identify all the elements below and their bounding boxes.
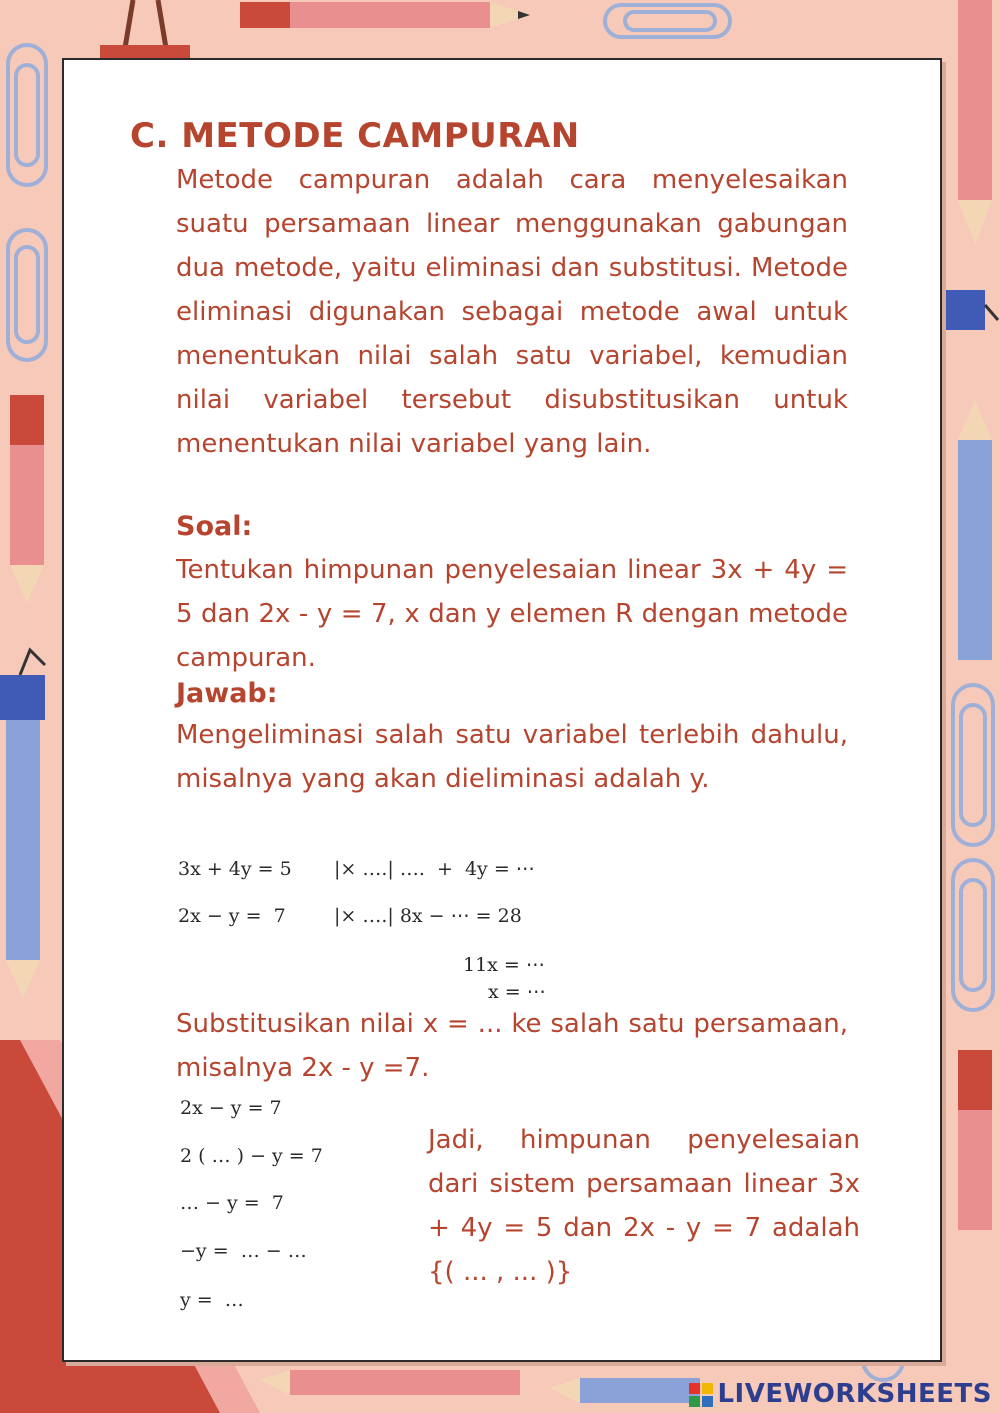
elimination-sum: 11x = ⋯ [463, 954, 545, 976]
substitution-step: y = … [180, 1289, 244, 1311]
elimination-result: x = ⋯ [488, 981, 546, 1003]
paperclip-icon [600, 0, 740, 45]
substitution-step: 2 ( … ) − y = 7 [180, 1145, 323, 1167]
liveworksheets-watermark [689, 1379, 992, 1409]
binder-clip-icon [0, 645, 55, 725]
substitution-text: Substitusikan nilai x = ... ke salah satu persamaan, misalnya 2x - y =7. [176, 1009, 848, 1083]
binder-clip-icon [940, 285, 1000, 345]
elimination-equation-1: 3x + 4y = 5 [178, 858, 292, 880]
substitution-step: … − y = 7 [180, 1192, 284, 1214]
watermark-text: LIVEWORKSHEETS [717, 1379, 992, 1409]
jawab-label: Jawab: [176, 678, 278, 709]
elimination-equation-2: 2x − y = 7 [178, 905, 286, 927]
jawab-text: Mengeliminasi salah satu variabel terlebih dahulu, misalnya yang akan dieliminasi adalah y. [176, 720, 848, 794]
elimination-operation-1: |× ….| …. + 4y = ⋯ [334, 858, 535, 880]
elimination-operation-2: |× ….| 8x − ⋯ = 28 [334, 905, 522, 927]
pencil-left-illustration [0, 395, 55, 605]
pencil-right-blue-illustration [950, 400, 1000, 660]
intro-paragraph: Metode campuran adalah cara menyelesaikan suatu persamaan linear menggunakan gabungan dua metode, yaitu eliminasi dan substitusi. Metode eliminasi digunakan sebagai metode awal untuk menentukan nilai salah satu variabel, kemudian nilai variabel tersebut disubstitusikan untuk menentukan nilai variabel yang lain. [176, 165, 848, 459]
pencil-left-blue-illustration [0, 720, 55, 1000]
conclusion-text: Jadi, himpunan penyelesaian dari sistem persamaan linear 3x + 4y = 5 dan 2x - y = 7 adalah {( ... , ... )} [428, 1125, 860, 1287]
paperclip-icon [945, 855, 1000, 1015]
pencil-right-illustration [950, 0, 1000, 250]
substitution-step: 2x − y = 7 [180, 1097, 282, 1119]
pencil-right-lower-illustration [950, 1050, 1000, 1230]
paperclip-icon [0, 225, 55, 365]
soal-label: Soal: [176, 511, 253, 542]
soal-text: Tentukan himpunan penyelesaian linear 3x + 4y = 5 dan 2x - y = 7, x dan y elemen R dengan metode campuran. [176, 555, 848, 673]
paperclip-icon [0, 40, 55, 190]
section-heading: C. METODE CAMPURAN [130, 116, 580, 156]
liveworksheets-logo-icon [689, 1383, 713, 1407]
pencil-bottom-illustration [260, 1370, 700, 1413]
pencil-top-illustration [240, 0, 530, 50]
substitution-step: −y = … − … [180, 1240, 307, 1262]
paperclip-icon [945, 680, 1000, 850]
